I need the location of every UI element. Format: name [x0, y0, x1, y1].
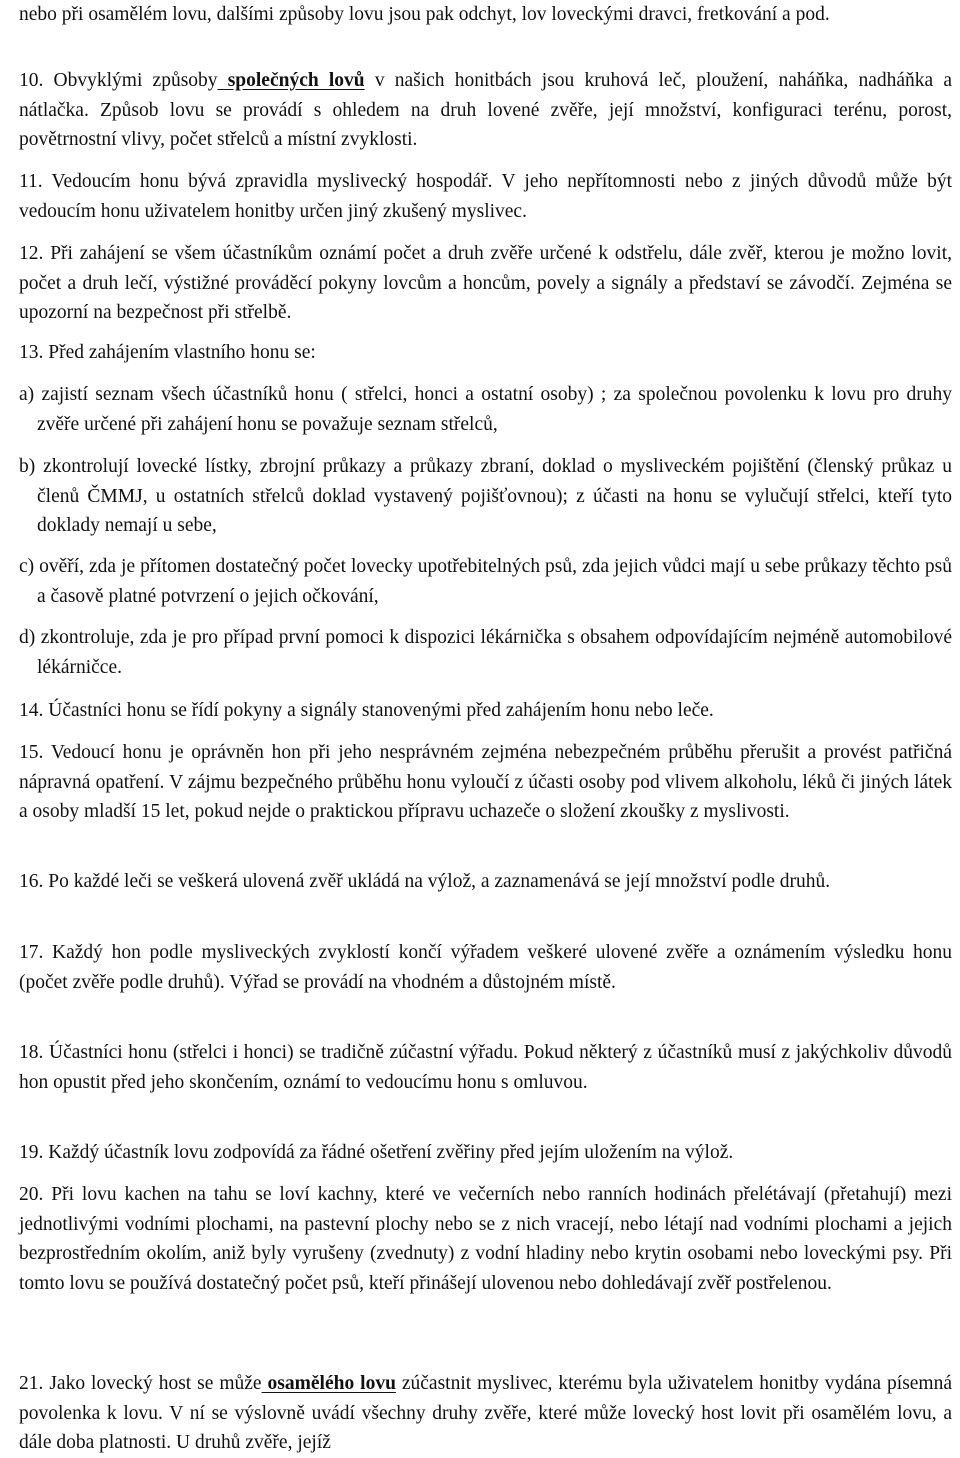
paragraph-13a: a) zajistí seznam všech účastníků honu ( střelci, honci a ostatní osoby) ; za společnou povolenku k lovu pro druhy zvěře určené při zahájení honu se považuje seznam střelců, — [19, 384, 952, 435]
paragraph-10-start: 10. Obvyklými způsoby — [19, 70, 218, 91]
paragraph-13: 13. Před zahájením vlastního honu se: — [19, 342, 316, 363]
paragraph-19: 19. Každý účastník lovu zodpovídá za řádné ošetření zvěřiny před jejím uložením na výlož. — [19, 1142, 734, 1163]
common-hunts-link[interactable]: společných lovů — [217, 70, 365, 91]
solitary-hunt-link[interactable]: osamělého lovu — [261, 1373, 396, 1394]
paragraph-18: 18. Účastníci honu (střelci i honci) se tradičně zúčastní výřadu. Pokud některý z účastníků musí z jakýchkoliv důvodů hon opustit před jeho skončením, oznámí to vedoucímu honu s omluvou. — [19, 1042, 952, 1093]
paragraph-15: 15. Vedoucí honu je oprávněn hon při jeho nesprávném zejména nebezpečném průběhu přerušit a provést patřičná nápravná opatření. V zájmu bezpečného průběhu honu vyloučí z účasti osoby pod vlivem alkoholu, léků či jiných látek a osoby mladší 15 let, pokud nejde o praktickou přípravu uchazeče o složení zkoušky z myslivosti. — [19, 742, 952, 822]
paragraph-10-rest: v našich honitbách jsou kruhová leč, ploužení, naháňka, nadháňka a nátlačka. Způsob lovu se provádí s ohledem na druh lovené zvěře, její množství, konfiguraci terénu, porost, povětrnostní vlivy, počet střelců a místní zvyklosti. — [19, 70, 952, 150]
paragraph-13d: d) zkontroluje, zda je pro případ první pomoci k dispozici lékárnička s obsahem odpovídajícím nejméně automobilové lékárničce. — [19, 627, 952, 678]
paragraph-21 — [19, 1369, 952, 1458]
paragraph-10 — [19, 66, 952, 155]
paragraph-12: 12. Při zahájení se všem účastníkům oznámí počet a druh zvěře určené k odstřelu, dále zvěř, kterou je možno lovit, počet a druh lečí, výstižné prováděcí pokyny lovcům a honcům, povely a signály a představí se závodčí. Zejména se upozorní na bezpečnost při střelbě. — [19, 243, 952, 323]
paragraph-14: 14. Účastníci honu se řídí pokyny a signály stanovenými před zahájením honu nebo leče. — [19, 700, 714, 721]
paragraph-11: 11. Vedoucím honu bývá zpravidla myslivecký hospodář. V jeho nepřítomnosti nebo z jiných důvodů může být vedoucím honu uživatelem honitby určen jiný zkušený myslivec. — [19, 171, 952, 222]
paragraph-21-start: 21. Jako lovecký host se může — [19, 1373, 262, 1394]
paragraph-16: 16. Po každé leči se veškerá ulovená zvěř ukládá na výlož, a zaznamenává se její množství podle druhů. — [19, 871, 831, 892]
intro-paragraph: nebo při osamělém lovu, dalšími způsoby lovu jsou pak odchyt, lov loveckými dravci, fretkování a pod. — [19, 4, 830, 25]
paragraph-17: 17. Každý hon podle mysliveckých zvyklostí končí výřadem veškeré ulovené zvěře a oznámením výsledku honu (počet zvěře podle druhů). Výřad se provádí na vhodném a důstojném místě. — [19, 942, 952, 993]
paragraph-13b: b) zkontrolují lovecké lístky, zbrojní průkazy a průkazy zbraní, doklad o mysliveckém pojištění (členský průkaz u členů ČMMJ, u ostatních střelců doklad vystavený pojišťovnou); z účasti na honu se vylučují střelci, kteří tyto doklady nemají u sebe, — [19, 456, 952, 536]
paragraph-20: 20. Při lovu kachen na tahu se loví kachny, které ve večerních nebo ranních hodinách přelétávají (přetahují) mezi jednotlivými vodními plochami, na pastevní plochy nebo se z nich vracejí, nebo létají nad vodními plochami a jejich bezprostředním okolím, aniž byly vyrušeny (zvednuty) z vodní hladiny nebo krytin osobami nebo loveckými psy. Při tomto lovu se používá dostatečný počet psů, kteří přinášejí ulovenou nebo dohledávají zvěř postřelenou. — [19, 1184, 952, 1294]
paragraph-13c: c) ověří, zda je přítomen dostatečný počet lovecky upotřebitelných psů, zda jejich vůdci mají u sebe průkazy těchto psů a časově platné potvrzení o jejich očkování, — [19, 556, 952, 607]
paragraph-21-rest: zúčastnit myslivec, kterému byla uživatelem honitby vydána písemná povolenka k lovu. V ní se výslovně uvádí všechny druhy zvěře, které může lovecký host lovit při osamělém lovu, a dále doba platnosti. U druhů zvěře, jejíž — [19, 1373, 953, 1453]
